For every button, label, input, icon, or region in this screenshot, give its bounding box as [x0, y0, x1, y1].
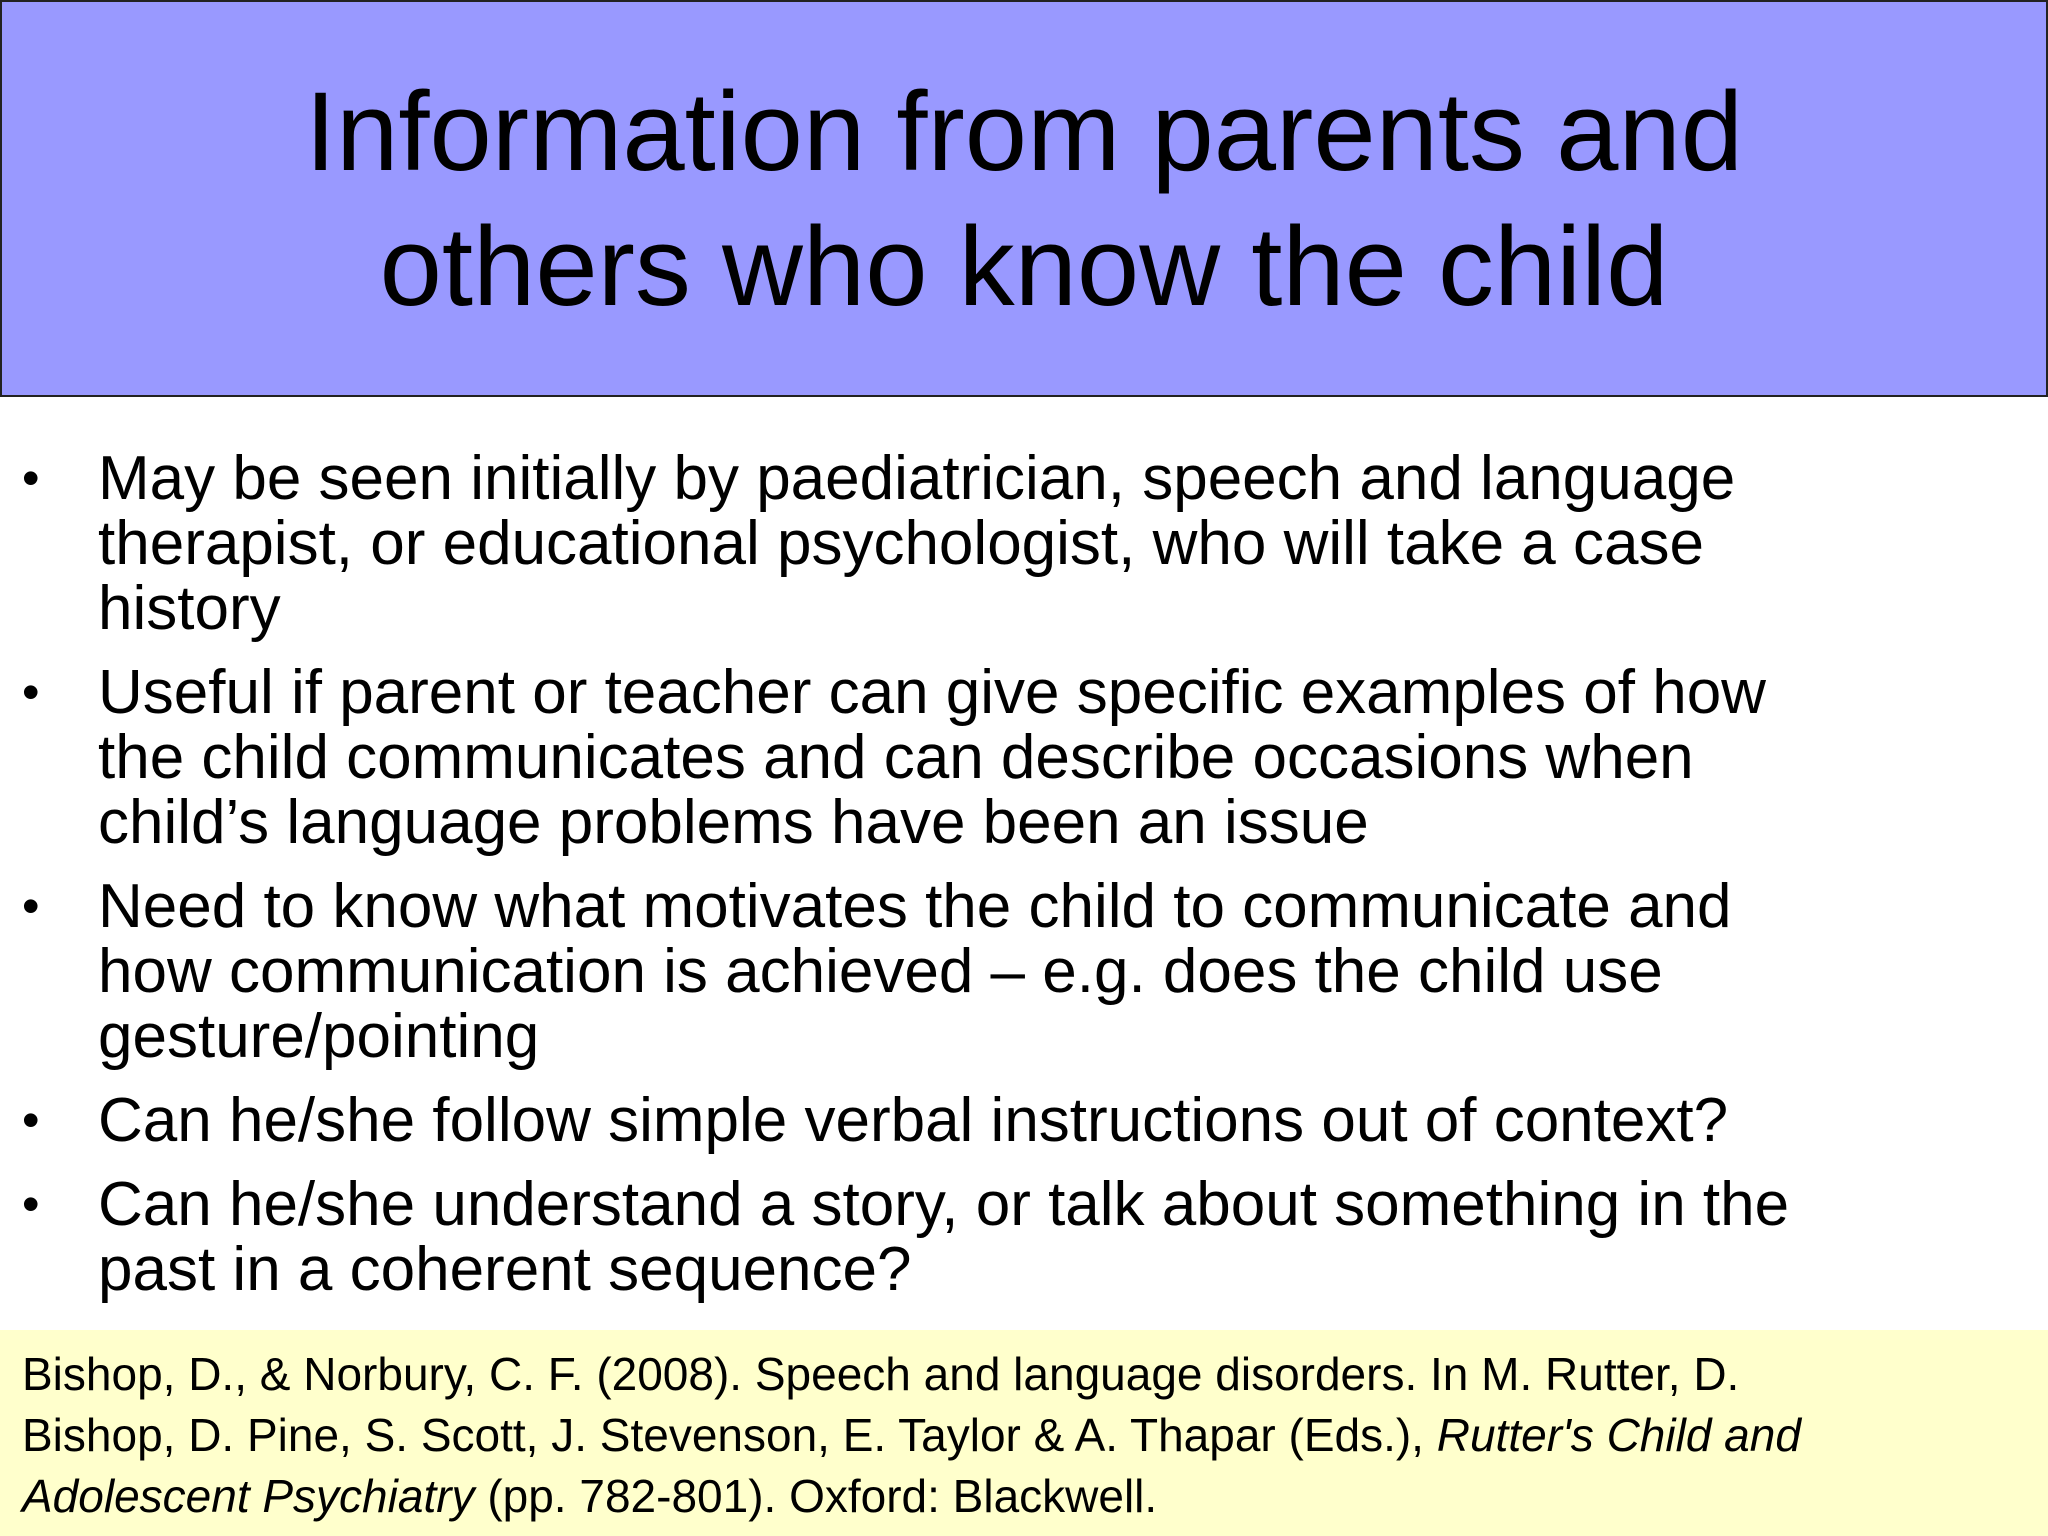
reference-box — [0, 1330, 2048, 1536]
bullet-text-line: past in a coherent sequence? — [98, 1235, 912, 1304]
reference-line-2: Bishop, D. Pine, S. Scott, J. Stevenson, E. Taylor & A. Thapar (Eds.), — [22, 1409, 1437, 1461]
bullet-list — [0, 446, 2048, 1321]
bullet-text-line: gesture/pointing — [98, 1002, 540, 1071]
bullet-item-1 — [0, 446, 2048, 641]
bullet-text-line: May be seen initially by paediatrician, speech and language — [98, 444, 1736, 513]
bullet-item-2 — [0, 660, 2048, 855]
slide-title — [305, 64, 1743, 334]
reference-line-1: Bishop, D., & Norbury, C. F. (2008). Speech and language disorders. In M. Rutter, D. — [22, 1348, 1740, 1400]
slide-title-line-1: Information from parents and — [304, 68, 1744, 194]
bullet-text-line: Can he/she understand a story, or talk about something in the — [98, 1170, 1790, 1239]
title-banner — [0, 0, 2048, 397]
slide-title-line-2: others who know the child — [379, 203, 1669, 329]
bullet-marker: • — [22, 450, 40, 506]
bullet-text-line: the child communicates and can describe occasions when — [98, 723, 1694, 792]
bullet-item-5 — [0, 1172, 2048, 1302]
bullet-item-4 — [0, 1088, 2048, 1153]
bullet-item-3 — [0, 874, 2048, 1069]
book-title-part-2: Adolescent Psychiatry — [22, 1470, 475, 1522]
bullet-text-line: therapist, or educational psychologist, who will take a case — [98, 509, 1704, 578]
bullet-text-line: how communication is achieved – e.g. does the child use — [98, 937, 1663, 1006]
bullet-marker: • — [22, 664, 40, 720]
bullet-text-line: Can he/she follow simple verbal instructions out of context? — [98, 1086, 1729, 1155]
bullet-marker: • — [22, 1092, 40, 1148]
bullet-text-line: history — [98, 574, 281, 643]
bullet-marker: • — [22, 1176, 40, 1232]
bullet-text-line: Useful if parent or teacher can give specific examples of how — [98, 658, 1766, 727]
bullet-text-line: Need to know what motivates the child to communicate and — [98, 872, 1732, 941]
book-title-part-1: Rutter's Child and — [1436, 1409, 1801, 1461]
bullet-text-line: child’s language problems have been an issue — [98, 788, 1369, 857]
reference-line-3: (pp. 782-801). Oxford: Blackwell. — [474, 1470, 1158, 1522]
reference-citation — [22, 1344, 2028, 1527]
bullet-marker: • — [22, 878, 40, 934]
